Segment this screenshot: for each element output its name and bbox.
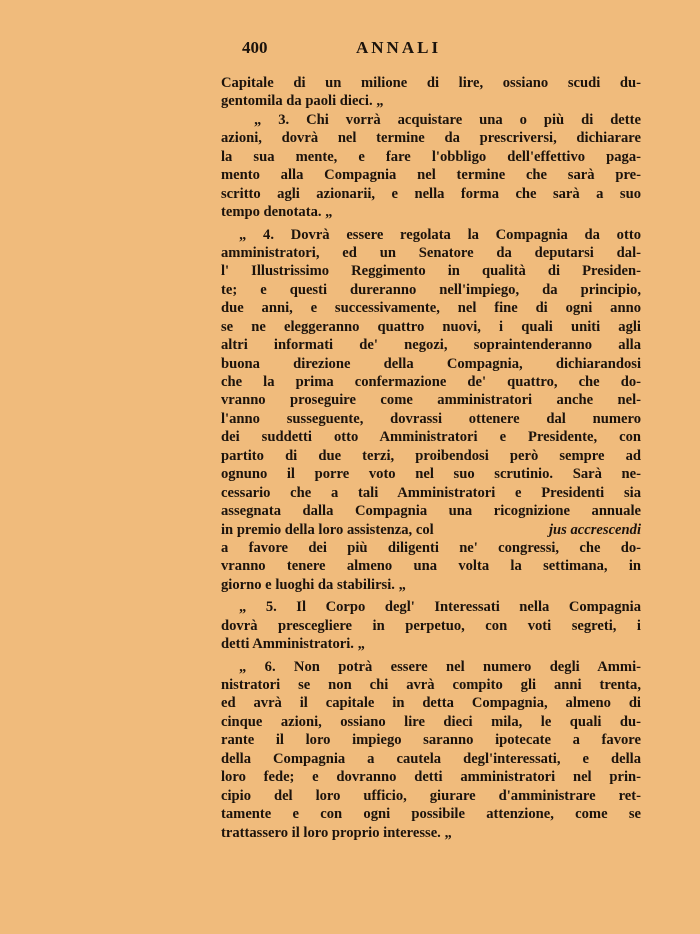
running-title: ANNALI xyxy=(356,38,442,57)
text-line: due anni, e successivamente, nel fine di ogni anno xyxy=(221,300,641,317)
text-line: rante il loro impiego saranno ipotecate a favore xyxy=(221,732,641,749)
text-line: tamente e con ogni possibile attenzione, come se xyxy=(221,806,641,823)
text-line: partito di due terzi, proibendosi però sempre ad xyxy=(221,447,641,464)
body-text xyxy=(221,74,641,842)
text-line: assegnata dalla Compagnia una ricognizione annuale xyxy=(221,503,641,520)
text-line: amministratori, ed un Senatore da deputarsi dal- xyxy=(221,244,641,261)
text-line: azioni, dovrà nel termine da prescriversi, dichiarare xyxy=(221,130,641,147)
page-header xyxy=(240,38,520,62)
text-line: vranno tenere almeno una volta la settimana, in xyxy=(221,558,641,575)
text-line: ed avrà il capitale in detta Compagnia, almeno di xyxy=(221,695,641,712)
text-line: „ 4. Dovrà essere regolata la Compagnia da otto xyxy=(239,226,641,243)
text-line: dei suddetti otto Amministratori e Presidente, con xyxy=(221,429,641,446)
text-line: scritto agli azionarii, e nella forma che sarà a suo xyxy=(221,185,641,202)
text-line: te; e questi dureranno nell'impiego, da principio, xyxy=(221,281,641,298)
text-line xyxy=(221,521,641,539)
text-line: a favore dei più diligenti ne' congressi, che do- xyxy=(221,539,641,556)
text-line: tempo denotata. „ xyxy=(221,204,333,221)
text-line: Capitale di un milione di lire, ossiano scudi du- xyxy=(221,75,641,91)
text-line: dovrà prescegliere in perpetuo, con voti segreti, i xyxy=(221,617,641,634)
text-line: che la prima confermazione de' quattro, che do- xyxy=(221,374,641,390)
text-segment: in premio della loro assistenza, col xyxy=(221,521,434,538)
text-line: gentomila da paoli dieci. „ xyxy=(221,93,384,110)
text-line: della Compagnia a cautela degl'interessati, e della xyxy=(221,750,641,767)
text-line: „ 5. Il Corpo degl' Interessati nella Compagnia xyxy=(239,599,641,616)
text-line: loro fede; e dovranno detti amministratori nel prin- xyxy=(221,769,641,786)
page-number: 400 xyxy=(242,38,268,57)
text-line: „ 6. Non potrà essere nel numero degli Ammi- xyxy=(239,658,641,675)
text-line: nistratori se non chi avrà compito gli anni trenta, xyxy=(221,677,641,693)
text-line: ognuno il porre voto nel suo scrutinio. Sarà ne- xyxy=(221,466,641,483)
text-line: detti Amministratori. „ xyxy=(221,636,365,653)
text-line: trattassero il loro proprio interesse. „ xyxy=(221,824,452,841)
text-line: se ne eleggeranno quattro nuovi, i quali uniti agli xyxy=(221,318,641,335)
text-line: vranno proseguire come amministratori anche nel- xyxy=(221,392,641,409)
text-line: mento alla Compagnia nel termine che sarà pre- xyxy=(221,167,641,184)
text-line: la sua mente, e fare l'obbligo dell'effettivo paga- xyxy=(221,148,641,165)
text-line: cinque azioni, ossiano lire dieci mila, le quali du- xyxy=(221,713,641,730)
text-line: l' Illustrissimo Reggimento in qualità di Presiden- xyxy=(221,263,641,280)
text-line: buona direzione della Compagnia, dichiarandosi xyxy=(221,355,641,372)
text-line: cipio del loro ufficio, giurare d'amministrare ret- xyxy=(221,787,641,804)
text-line: l'anno susseguente, dovrassi ottenere dal numero xyxy=(221,410,641,427)
italic-phrase: jus accrescendi xyxy=(548,521,641,538)
text-line: altri informati de' negozi, sopraintenderanno alla xyxy=(221,337,641,354)
text-line: „ 3. Chi vorrà acquistare una o più di dette xyxy=(254,111,641,128)
text-line: cessario che a tali Amministratori e Presidenti sia xyxy=(221,484,641,501)
text-line: giorno e luoghi da stabilirsi. „ xyxy=(221,576,406,593)
